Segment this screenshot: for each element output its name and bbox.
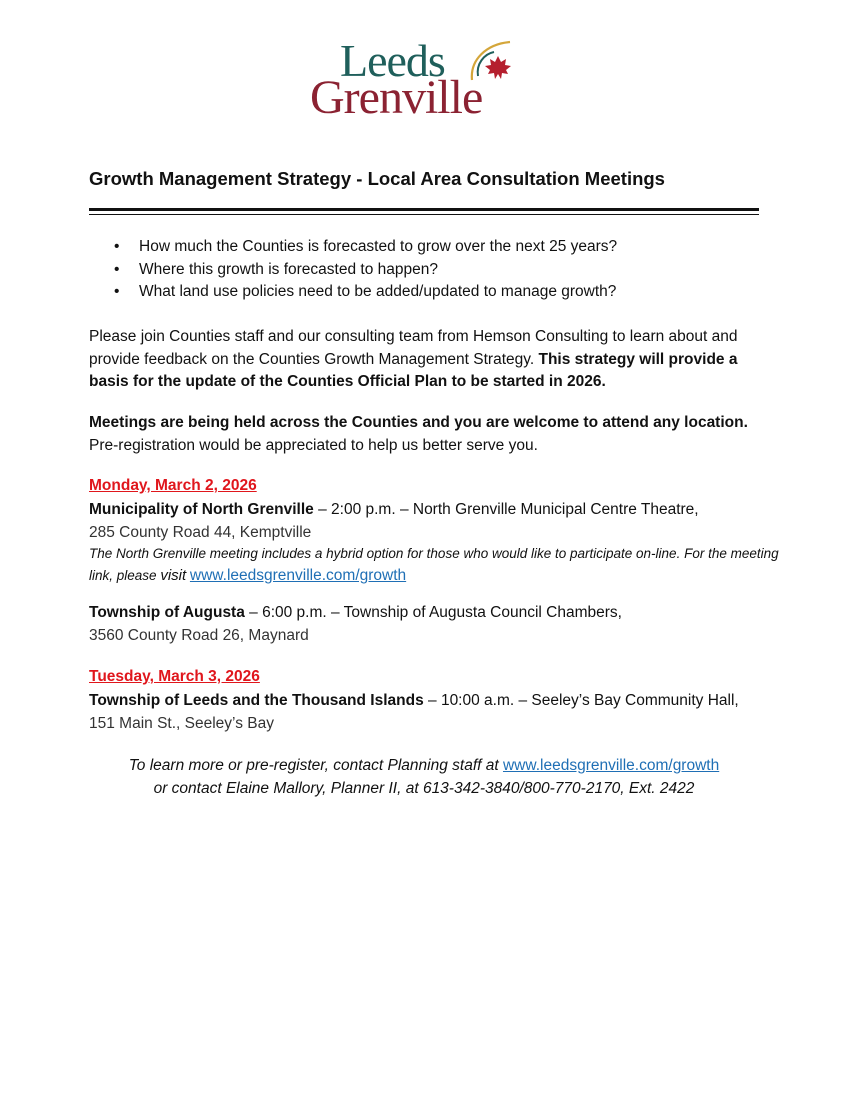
date-heading-monday: Monday, March 2, 2026 [89,477,257,494]
hybrid-note-text: The North Grenville meeting includes a hybrid option for those who would like to participate on-line. For the meeting link, please [89,546,779,583]
meeting-host: Township of Augusta [89,604,245,621]
leeds-grenville-logo [310,35,516,124]
title-double-rule [89,208,759,215]
document-title: Growth Management Strategy - Local Area Consultation Meetings [89,168,665,189]
meetings-paragraph [89,412,779,457]
maple-leaf-swoosh-icon [468,40,518,86]
intro-bold-text: This strategy will provide a basis for the update of the Counties Official Plan to be started in 2026. [89,350,738,390]
meeting-address: 3560 County Road 26, Maynard [89,626,309,644]
intro-paragraph [89,326,779,394]
meeting-details: – 10:00 a.m. – Seeley’s Bay Community Hall, [428,692,739,709]
list-item: • What land use policies need to be added/updated to manage growth? [139,281,617,304]
meeting-north-grenville [89,499,779,544]
growth-link[interactable]: www.leedsgrenville.com/growth [189,567,407,584]
hybrid-meeting-note [89,543,789,587]
meeting-details: – 6:00 p.m. – Township of Augusta Council Chambers, [249,604,622,621]
meetings-bold-text: Meetings are being held across the Counties and you are welcome to attend any location. [89,414,748,431]
meeting-details: – 2:00 p.m. – North Grenville Municipal Centre Theatre, [318,501,699,518]
meeting-host: Municipality of North Grenville [89,501,314,518]
intro-text: Please join Counties staff and our consulting team from Hemson Consulting to learn about and provide feedback on the Counties Growth Management Strategy. [89,328,738,368]
logo-leeds-text: Leeds [340,35,445,86]
contact-growth-link[interactable]: www.leedsgrenville.com/growth [502,757,720,774]
contact-text: To learn more or pre-register, contact Planning staff at [128,757,499,774]
date-heading-tuesday: Tuesday, March 3, 2026 [89,668,260,685]
list-item: • Where this growth is forecasted to happen? [139,259,617,282]
meeting-address: 151 Main St., Seeley’s Bay [89,714,274,732]
meeting-host: Township of Leeds and the Thousand Islands [89,692,424,709]
meeting-address: 285 County Road 44, Kemptville [89,523,312,541]
contact-info [89,755,759,800]
list-item: • How much the Counties is forecasted to grow over the next 25 years? [139,236,617,259]
meeting-augusta [89,602,779,647]
logo-grenville-text: Grenville [310,71,483,124]
meeting-leeds-thousand-islands [89,690,779,735]
meetings-text: Pre-registration would be appreciated to help us better serve you. [89,436,538,454]
contact-planner-text: or contact Elaine Mallory, Planner II, at 613-342-3840/800-770-2170, Ext. 2422 [153,779,695,797]
question-list [89,236,617,304]
hybrid-note-visit: visit [160,567,187,584]
